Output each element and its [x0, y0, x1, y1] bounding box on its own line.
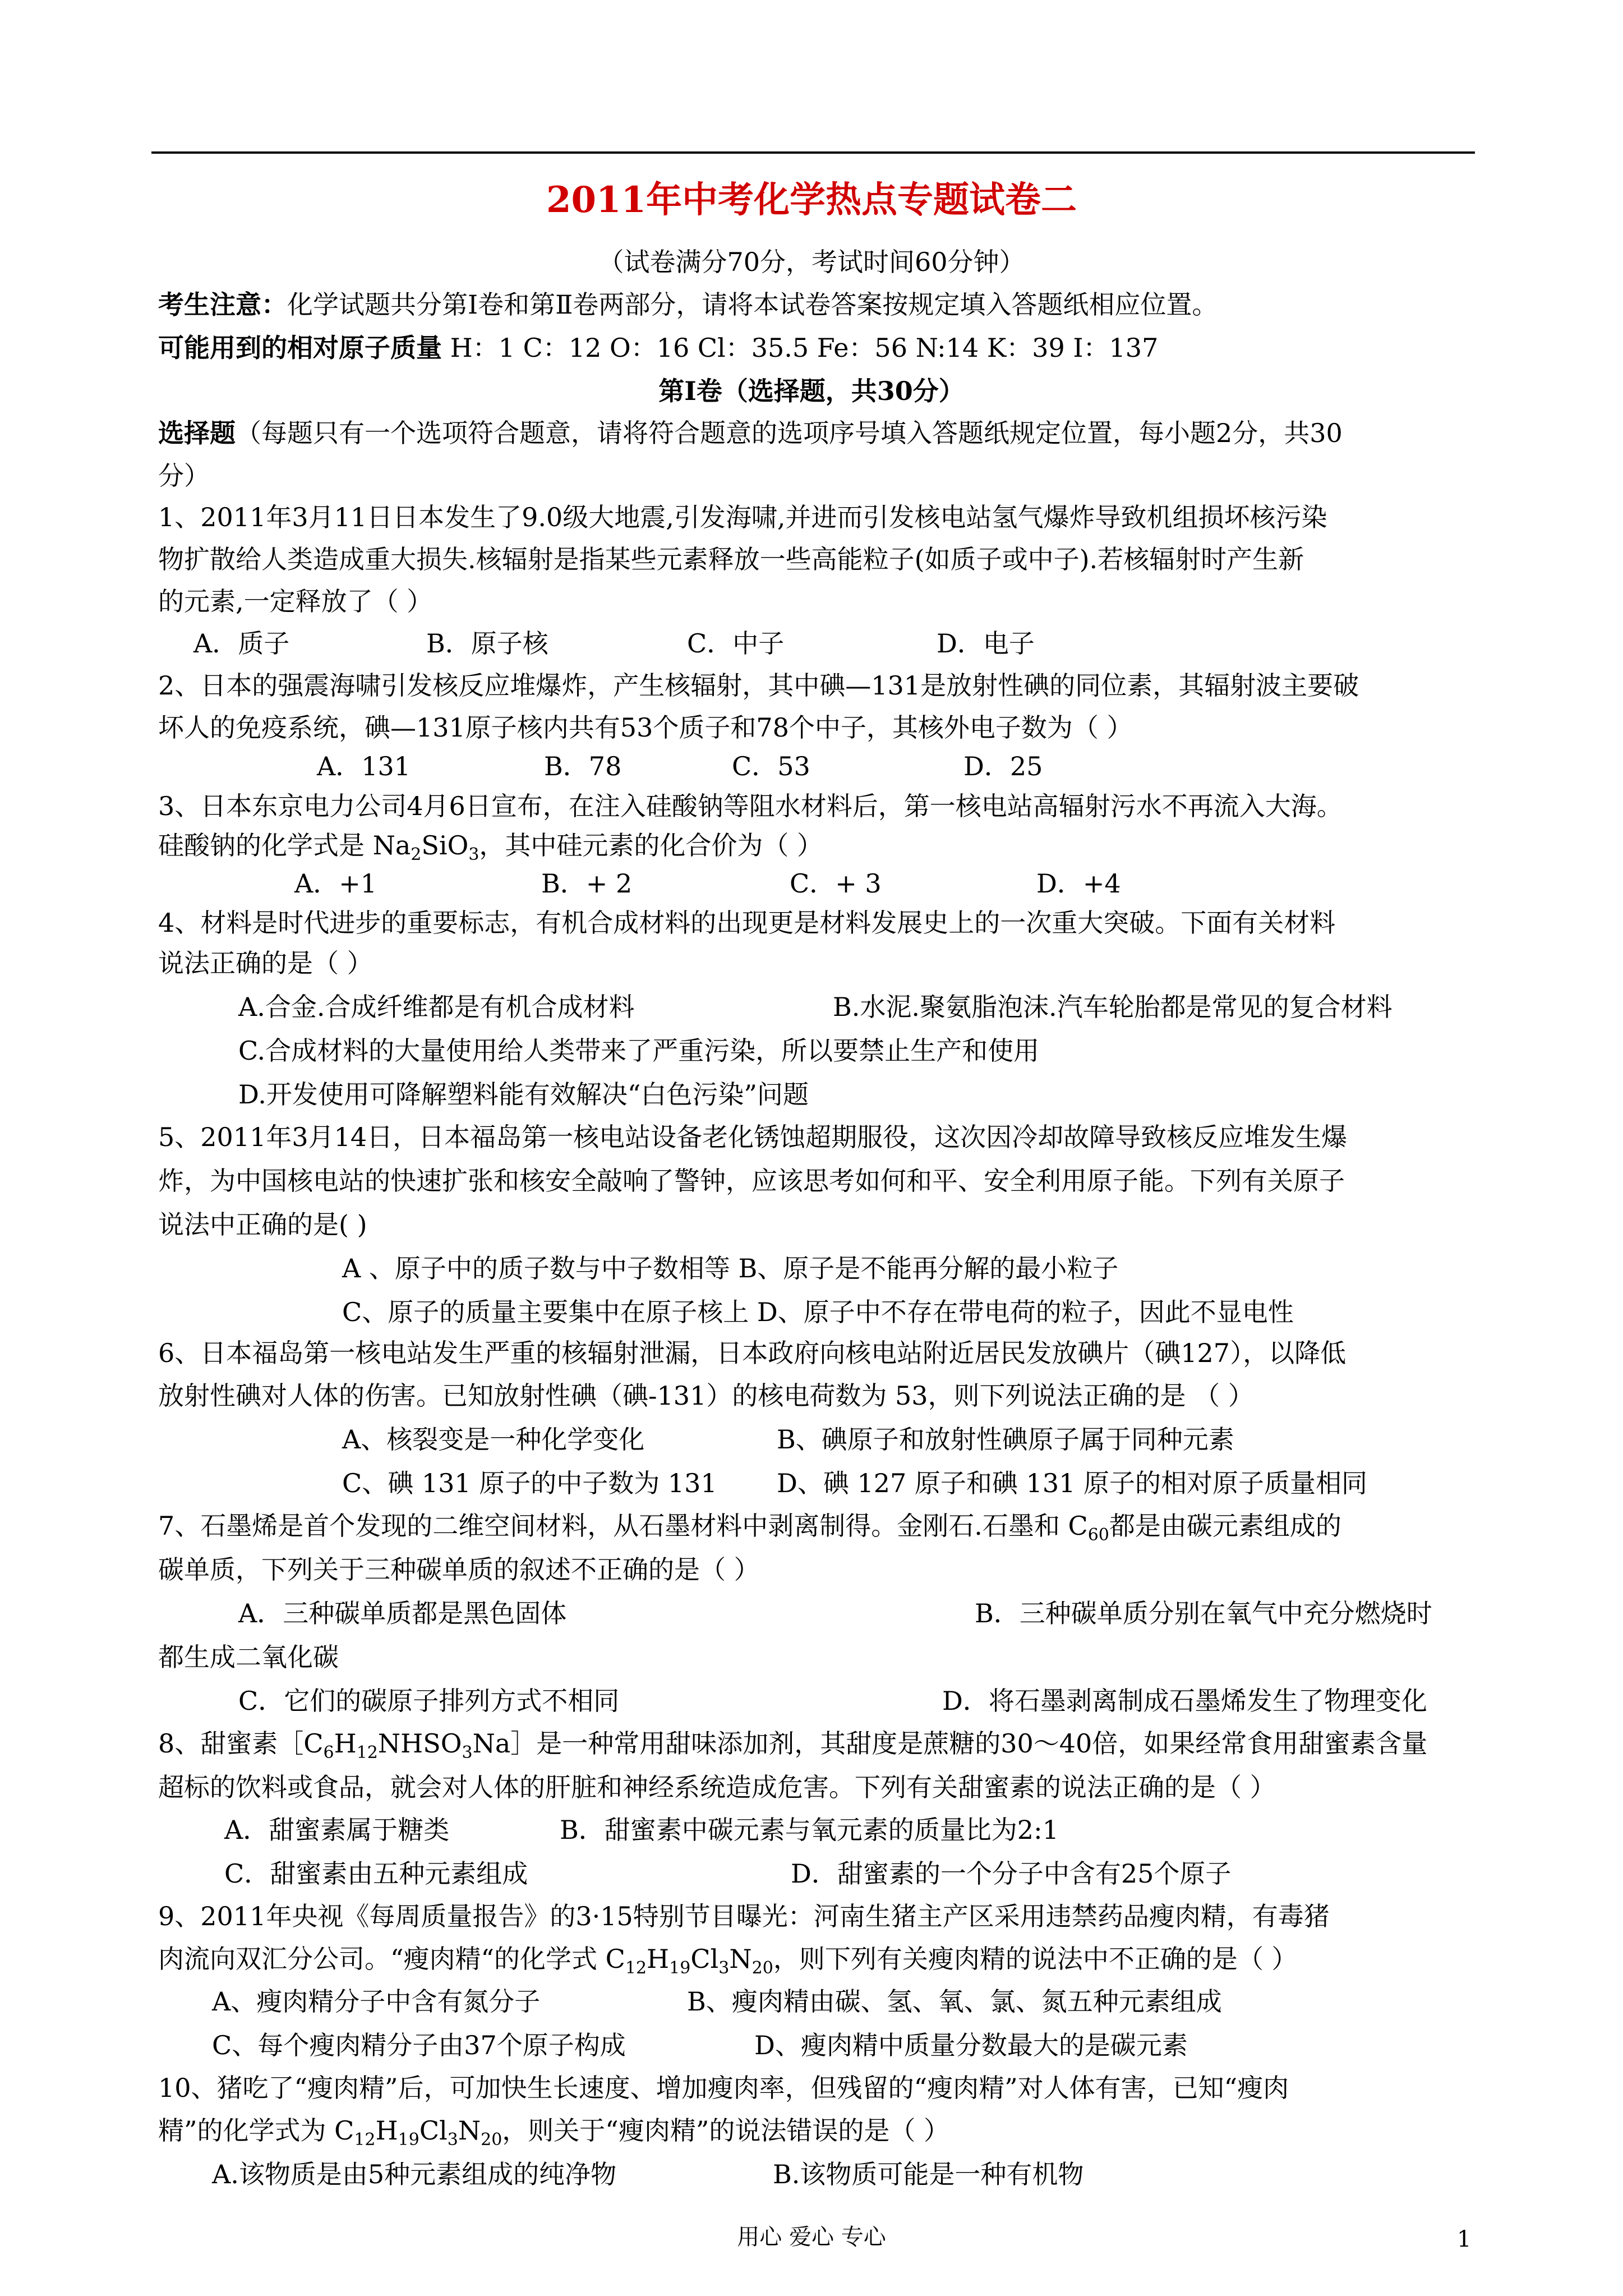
- q8-line-1: 8、甜蜜素$[C_6H_{12}NHSO_3Na]$是一种常用甜味添加剂，其甜度是蔗糖的30～40倍，如果经常食用甜蜜素含量: [158, 1728, 1428, 1763]
- q5-options-ab: A 、原子中的质子数与中子数相等 B、原子是不能再分解的最小粒子: [342, 1253, 1119, 1283]
- instructions-line-2: 分）: [158, 461, 210, 491]
- page-title: 2011年中考化学热点专题试卷二: [546, 179, 1077, 221]
- instructions-label: 选择题: [158, 418, 236, 448]
- q1-option-d: D．电子: [937, 628, 1035, 659]
- q6-option-d: D、碘 127 原子和碘 131 原子的相对原子质量相同: [777, 1468, 1367, 1498]
- notice-label: 考生注意：: [158, 289, 287, 320]
- q9-option-c: C、每个瘦肉精分子由37个原子构成: [212, 2030, 626, 2060]
- q7-option-c: C．它们的碳原子排列方式不相同: [238, 1686, 620, 1716]
- q2-option-a: A．131: [317, 751, 411, 781]
- q7-option-a: A．三种碳单质都是黑色固体: [238, 1598, 567, 1628]
- q9-option-a: A、瘦肉精分子中含有氮分子: [212, 1986, 541, 2017]
- q1-option-a: A．质子: [193, 628, 290, 659]
- q9-line-2: 肉流向双汇分公司。“瘦肉精“的化学式 $C_{12}H_{19}Cl_3N_{20}$，则下列有关瘦肉精的说法中不正确的是（ ）: [158, 1944, 1298, 1978]
- q3-option-a: A．+1: [294, 868, 377, 899]
- q8-line-2: 超标的饮料或食品，就会对人体的肝脏和神经系统造成危害。下列有关甜蜜素的说法正确的是（ ）: [158, 1772, 1276, 1802]
- notice-text: 化学试题共分第Ⅰ卷和第Ⅱ卷两部分，请将本试卷答案按规定填入答题纸相应位置。: [287, 289, 1218, 320]
- exam-notice: [158, 288, 1218, 321]
- q7-option-b-continued: 都生成二氧化碳: [158, 1642, 339, 1672]
- q6-option-c: C、碘 131 原子的中子数为 131: [342, 1468, 717, 1498]
- q9-option-b: B、瘦肉精由碳、氢、氧、氯、氮五种元素组成: [687, 1986, 1222, 2017]
- section-title: 第Ⅰ卷（选择题，共30分）: [658, 376, 965, 406]
- atomic-mass-values: H：1 C：12 O：16 Cl：35.5 Fe：56 N:14 K：39 I：137: [442, 333, 1159, 363]
- atomic-mass-line: [158, 331, 1158, 365]
- q4-line-2: 说法正确的是（ ）: [158, 948, 373, 978]
- q1-option-b: B．原子核: [426, 628, 548, 659]
- q2-option-b: B．78: [544, 751, 622, 781]
- q6-line-1: 6、日本福岛第一核电站发生严重的核辐射泄漏，日本政府向核电站附近居民发放碘片（碘127），以降低: [158, 1338, 1347, 1368]
- q1-line-1: 1、2011年3月11日日本发生了9.0级大地震,引发海啸,并进而引发核电站氢气爆炸导致机组损坏核污染: [158, 502, 1327, 532]
- q5-line-2: 炸，为中国核电站的快速扩张和核安全敲响了警钟，应该思考如何和平、安全利用原子能。下列有关原子: [158, 1166, 1345, 1196]
- q1-line-2: 物扩散给人类造成重大损失.核辐射是指某些元素释放一些高能粒子(如质子或中子).若核辐射时产生新: [158, 544, 1304, 574]
- q8-option-c: C．甜蜜素由五种元素组成: [224, 1858, 528, 1889]
- page-subtitle: （试卷满分70分，考试时间60分钟）: [598, 247, 1025, 277]
- q7-option-d: D．将石墨剥离制成石墨烯发生了物理变化: [942, 1686, 1427, 1716]
- header-rule: [151, 151, 1475, 154]
- q7-line-1: 7、石墨烯是首个发现的二维空间材料，从石墨材料中剥离制得。金刚石.石墨和 $C_{60}$都是由碳元素组成的: [158, 1511, 1341, 1545]
- q5-line-1: 5、2011年3月14日，日本福岛第一核电站设备老化锈蚀超期服役，这次因冷却故障导致核反应堆发生爆: [158, 1122, 1348, 1152]
- q3-option-b: B．+ 2: [541, 868, 633, 899]
- q1-option-c: C．中子: [687, 628, 785, 659]
- q3-line-2: 硅酸钠的化学式是 $Na_2SiO_3$，其中硅元素的化合价为（ ）: [158, 830, 823, 864]
- q6-option-b: B、碘原子和放射性碘原子属于同种元素: [777, 1424, 1234, 1455]
- q10-line-2: 精”的化学式为 $C_{12}H_{19}Cl_3N_{20}$，则关于“瘦肉精”的说法错误的是（ ）: [158, 2115, 949, 2150]
- q2-line-2: 坏人的免疫系统，碘—131原子核内共有53个质子和78个中子，其核外电子数为（ ）: [158, 712, 1133, 743]
- q3-option-d: D．+4: [1036, 868, 1121, 899]
- q2-option-d: D．25: [963, 751, 1043, 781]
- q8-option-d: D．甜蜜素的一个分子中含有25个原子: [791, 1858, 1232, 1889]
- q7-line-2: 碳单质，下列关于三种碳单质的叙述不正确的是（ ）: [158, 1554, 760, 1585]
- q3-line-1: 3、日本东京电力公司4月6日宣布，在注入硅酸钠等阻水材料后，第一核电站高辐射污水不再流入大海。: [158, 791, 1343, 821]
- q8-option-b: B．甜蜜素中碳元素与氧元素的质量比为2:1: [560, 1815, 1059, 1845]
- q10-option-a: A.该物质是由5种元素组成的纯净物: [212, 2159, 617, 2189]
- instructions-line-1: 选择题（每题只有一个选项符合题意，请将符合题意的选项序号填入答题纸规定位置，每小题2分，共30: [158, 418, 1343, 448]
- q4-option-a: A.合金.合成纤维都是有机合成材料: [238, 992, 635, 1022]
- q3-option-c: C．+ 3: [790, 868, 882, 899]
- atomic-mass-label: 可能用到的相对原子质量: [158, 333, 442, 363]
- q10-option-b: B.该物质可能是一种有机物: [773, 2159, 1084, 2189]
- q9-option-d: D、瘦肉精中质量分数最大的是碳元素: [754, 2030, 1188, 2060]
- q6-line-2: 放射性碘对人体的伤害。已知放射性碘（碘-131）的核电荷数为 53，则下列说法正确的是 （ ）: [158, 1381, 1254, 1411]
- q4-line-1: 4、材料是时代进步的重要标志，有机合成材料的出现更是材料发展史上的一次重大突破。下面有关材料: [158, 908, 1336, 938]
- q9-line-1: 9、2011年央视《每周质量报告》的3·15特别节目曝光：河南生猪主产区采用违禁药品瘦肉精，有毒猪: [158, 1901, 1330, 1931]
- q8-option-a: A．甜蜜素属于糖类: [224, 1815, 450, 1845]
- q10-line-1: 10、猪吃了“瘦肉精”后，可加快生长速度、增加瘦肉率，但残留的“瘦肉精”对人体有害，已知“瘦肉: [158, 2073, 1289, 2103]
- q4-option-d: D.开发使用可降解塑料能有效解决“白色污染”问题: [238, 1079, 809, 1110]
- q2-line-1: 2、日本的强震海啸引发核反应堆爆炸，产生核辐射，其中碘—131是放射性碘的同位素，其辐射波主要破: [158, 670, 1359, 701]
- page-number: 1: [1457, 2226, 1472, 2252]
- q1-line-3: 的元素,一定释放了（ ）: [158, 586, 433, 616]
- q7-option-b: B．三种碳单质分别在氧气中充分燃烧时: [975, 1598, 1432, 1628]
- q4-option-c: C.合成材料的大量使用给人类带来了严重污染，所以要禁止生产和使用: [238, 1036, 1040, 1066]
- q5-line-3: 说法中正确的是( ): [158, 1209, 367, 1240]
- q4-option-b: B.水泥.聚氨脂泡沫.汽车轮胎都是常见的复合材料: [833, 992, 1393, 1022]
- q2-option-c: C．53: [732, 751, 810, 781]
- footer-motto: 用心 爱心 专心: [737, 2224, 886, 2250]
- q6-option-a: A、核裂变是一种化学变化: [342, 1424, 645, 1455]
- q5-options-cd: C、原子的质量主要集中在原子核上 D、原子中不存在带电荷的粒子，因此不显电性: [342, 1297, 1294, 1327]
